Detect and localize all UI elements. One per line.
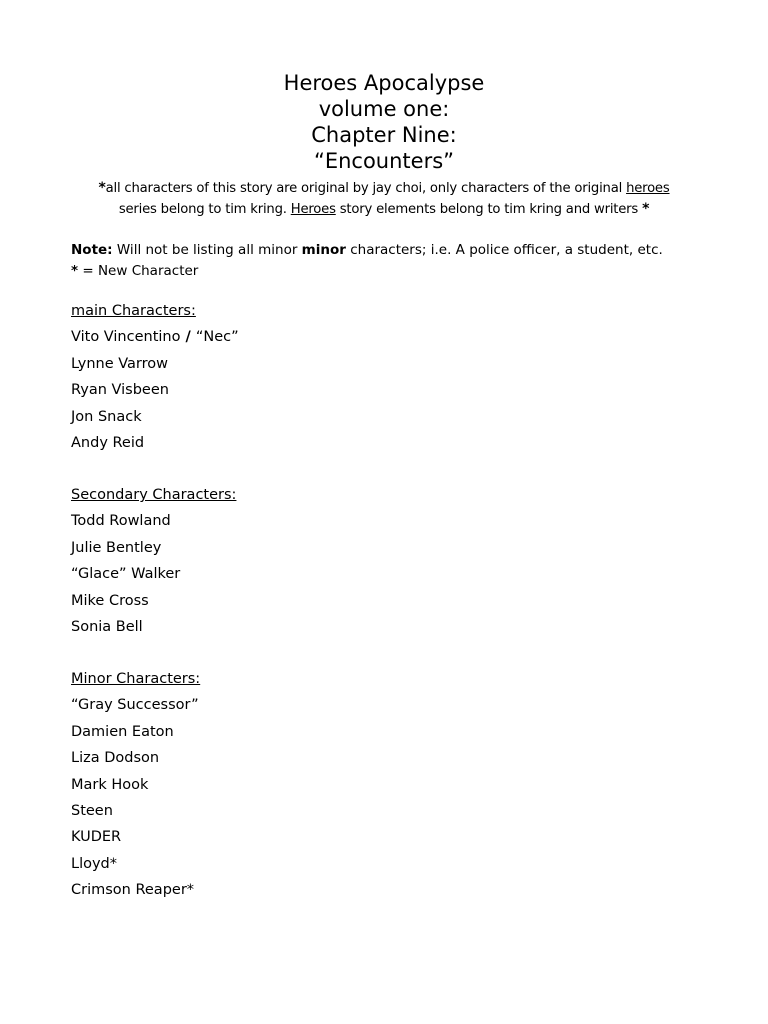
alias-separator: /	[180, 329, 196, 346]
disclaimer-text-3: story elements belong to tim kring and writers	[335, 202, 643, 217]
legend-star: *	[71, 263, 79, 279]
secondary-characters-heading: Secondary Characters:	[71, 487, 237, 503]
main-characters-list	[71, 324, 239, 456]
disclaimer-star: *	[98, 180, 106, 196]
list-item: “Gray Successor”	[71, 697, 199, 714]
note-bold-word: minor	[301, 242, 346, 258]
disclaimer-end-star: *	[642, 201, 650, 217]
list-item: Mark Hook	[71, 776, 149, 793]
list-item: “Glace” Walker	[71, 566, 181, 583]
note-text-2: characters; i.e. A police officer, a student, etc.	[345, 242, 663, 258]
minor-characters-heading: Minor Characters:	[71, 671, 201, 687]
character-alias: “Nec”	[195, 329, 239, 346]
list-item: Lloyd*	[71, 855, 118, 872]
minor-characters-section	[71, 666, 200, 904]
list-item: Julie Bentley	[71, 539, 162, 556]
list-item: Sonia Bell	[71, 618, 143, 635]
title-line-volume: volume one:	[318, 97, 450, 121]
list-item: Andy Reid	[71, 434, 145, 451]
minor-characters-list	[71, 692, 200, 903]
title-line-chapter-name: “Encounters”	[313, 149, 455, 173]
main-characters-heading: main Characters:	[71, 303, 196, 319]
list-item	[71, 324, 239, 350]
list-item: Todd Rowland	[71, 513, 171, 530]
list-item: Crimson Reaper*	[71, 882, 195, 899]
document-title	[0, 70, 768, 174]
title-line-chapter: Chapter Nine:	[311, 123, 457, 147]
main-characters-section	[71, 298, 239, 456]
note-label: Note:	[71, 242, 113, 258]
list-item: Steen	[71, 802, 113, 819]
disclaimer-heroes-series: heroes	[626, 181, 670, 196]
note-line	[71, 240, 711, 261]
list-item: Liza Dodson	[71, 750, 160, 767]
disclaimer	[80, 178, 688, 220]
secondary-characters-list	[71, 508, 236, 640]
list-item: Lynne Varrow	[71, 355, 168, 372]
list-item: Ryan Visbeen	[71, 382, 169, 399]
list-item: Jon Snack	[71, 408, 142, 425]
title-line-series: Heroes Apocalypse	[283, 71, 485, 95]
new-character-legend	[71, 261, 198, 282]
list-item: Damien Eaton	[71, 723, 174, 740]
list-item: Mike Cross	[71, 592, 149, 609]
disclaimer-heroes-story: Heroes	[290, 202, 336, 217]
character-name: Vito Vincentino	[71, 329, 181, 346]
secondary-characters-section	[71, 482, 236, 640]
disclaimer-text-2: series belong to tim kring.	[118, 202, 291, 217]
disclaimer-text-1: all characters of this story are original by jay choi, only characters of the original	[105, 181, 627, 196]
list-item: KUDER	[71, 829, 122, 846]
legend-text: = New Character	[78, 263, 199, 279]
note-text-1: Will not be listing all minor	[112, 242, 302, 258]
